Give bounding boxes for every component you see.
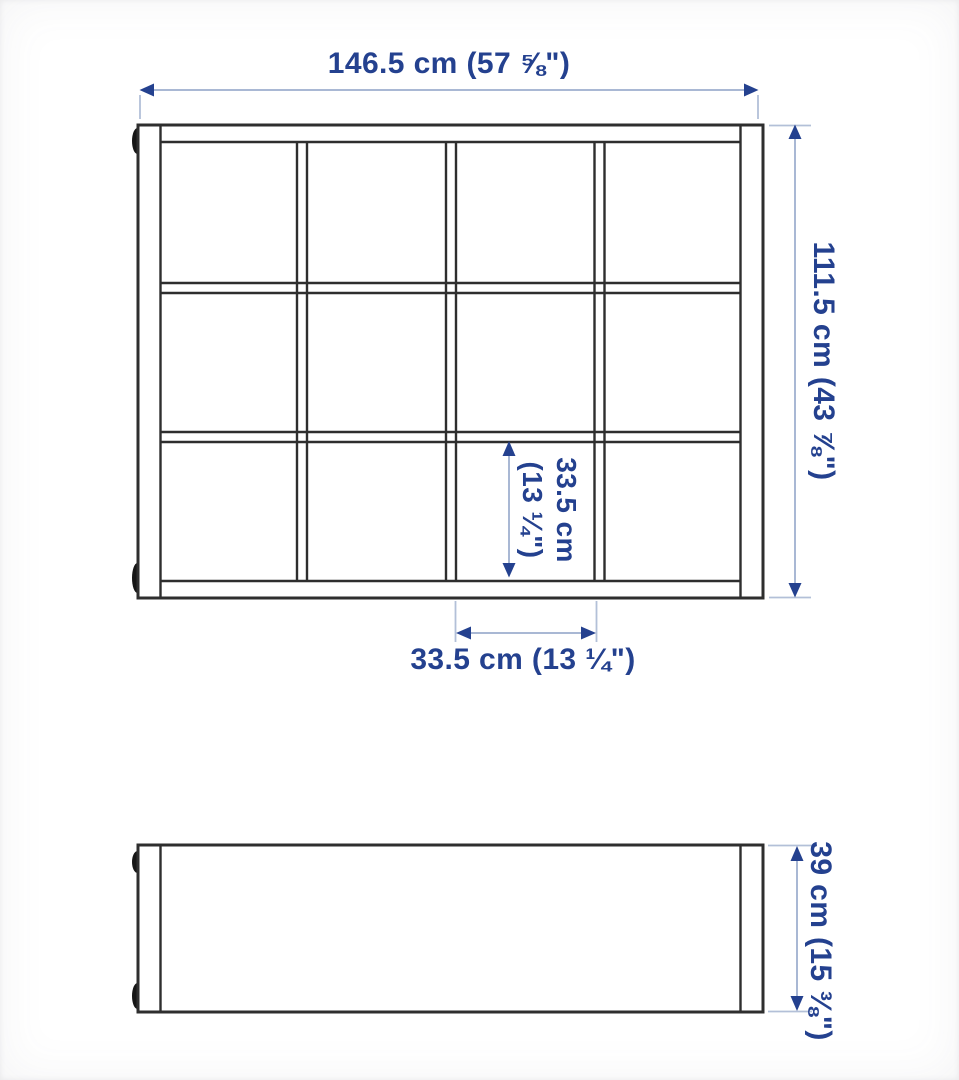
width-dimension-label: 146.5 cm (57 ⅝") [327,47,571,80]
side-view-outline [138,845,763,1012]
arrow-down-icon [789,583,802,598]
front-view-drawing [132,125,763,598]
arrow-down-icon [791,996,804,1011]
arrow-left-icon [456,627,471,640]
front-width-dimension [140,84,759,120]
depth-dimension-label: 39 cm (15 ⅜") [804,841,837,1041]
cell-height-dimension-label [515,457,583,563]
arrow-right-icon [581,627,596,640]
cell-width-dimension [456,601,597,642]
arrow-up-icon [791,846,804,861]
front-height-dimension [769,125,811,598]
arrow-right-icon [744,84,759,97]
cell-width-dimension-label: 33.5 cm (13 ¼") [410,643,636,676]
side-view-drawing [132,845,763,1012]
front-view-outline [138,125,763,598]
height-dimension-label: 111.5 cm (43 ⅞") [807,241,840,481]
arrow-up-icon [789,125,802,140]
cell-height-label-line2: (13 ¼") [517,461,548,559]
cell-height-label-line1: 33.5 cm [551,457,583,563]
arrow-left-icon [140,84,155,97]
